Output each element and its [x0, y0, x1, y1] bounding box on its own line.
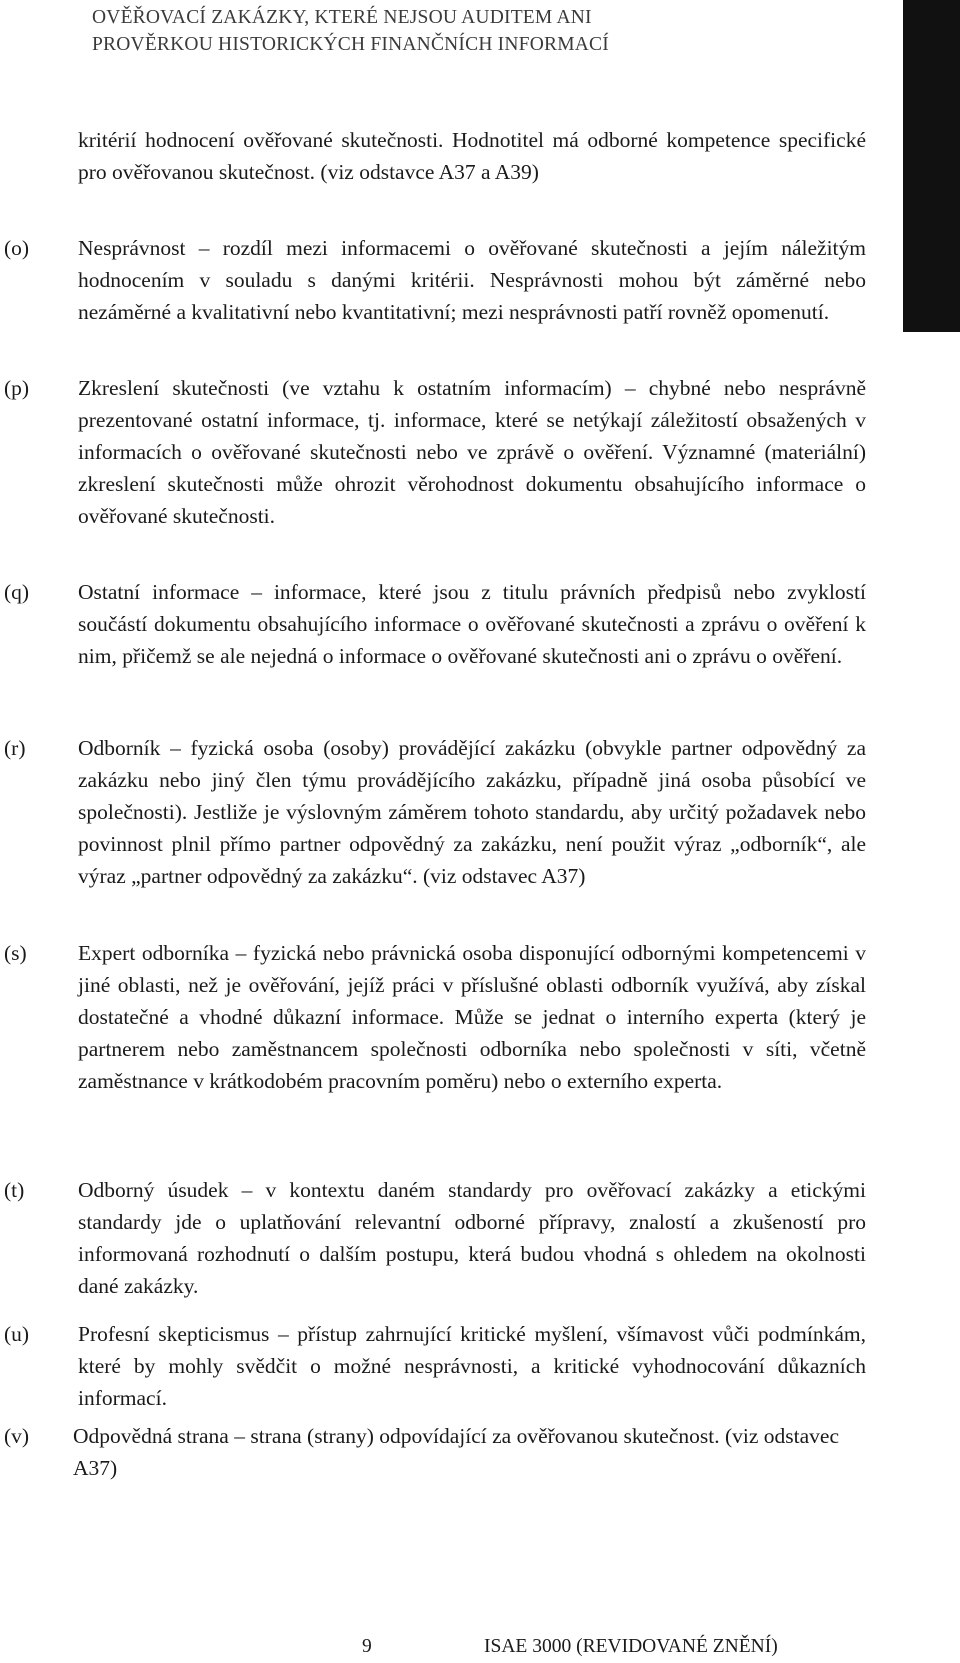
item-text-s: Expert odborníka – fyzická nebo právnická osoba disponující odbornými kompetencemi v jiné oblasti, než je ověřování, jejíž práci v příslušné oblasti odborník využívá, aby získal dostatečné a vhodné důkazní informace. Může se jednat o interního experta (který je partnerem nebo zaměstnancem společnosti odborníka nebo společnosti v síti, včetně zaměstnance v krátkodobém pracovním poměru) nebo o externího experta.: [78, 941, 866, 1093]
item-label-r: (r): [4, 736, 26, 760]
item-label-u: (u): [4, 1322, 30, 1346]
item-text-u: Profesní skepticismus – přístup zahrnující kritické myšlení, všímavost vůči podmínkám, které by mohly svědčit o možné nesprávnosti, a kritické vyhodnocování důkazních informací.: [78, 1322, 866, 1410]
item-text-t: Odborný úsudek – v kontextu daném standardy pro ověřovací zakázky a etickými standardy jde o uplatňování relevantní odborné přípravy, znalostí a zkušeností pro informovaná rozhodnutí o dalším postupu, která budou vhodná s ohledem na okolnosti dané zakázky.: [78, 1178, 866, 1298]
item-text-o: Nesprávnost – rozdíl mezi informacemi o ověřované skutečnosti a jejím náležitým hodnocením v souladu s danými kritérii. Nesprávnosti mohou být záměrné nebo nezáměrné a kvalitativní nebo kvantitativní; mezi nesprávnosti patří rovněž opomenutí.: [78, 236, 866, 324]
page-header: [92, 4, 609, 58]
item-label-t: (t): [4, 1178, 25, 1202]
item-label-v: (v): [4, 1424, 30, 1448]
item-text-v: Odpovědná strana – strana (strany) odpovídající za ověřovanou skutečnost. (viz odstavec A37): [73, 1424, 839, 1480]
item-text-p: Zkreslení skutečnosti (ve vztahu k ostatním informacím) – chybné nebo nesprávně prezentované ostatní informace, tj. informace, které se netýkají záležitostí obsažených v informacích o ověřované skutečnosti nebo ve zprávě o ověření. Významné (materiální) zkreslení skutečnosti může ohrozit věrohodnost dokumentu obsahujícího informace o ověřované skutečnosti.: [78, 376, 866, 528]
standard-name: ISAE 3000 (REVIDOVANÉ ZNĚNÍ): [484, 1636, 778, 1657]
item-text-q: Ostatní informace – informace, které jsou z titulu právních předpisů nebo zvyklostí součástí dokumentu obsahujícího informace o ověřované skutečnosti a zprávu o ověření k nim, přičemž se ale nejedná o informace o ověřované skutečnosti ani o zprávu o ověření.: [78, 580, 866, 668]
item-label-p: (p): [4, 376, 30, 400]
header-line-2: PROVĚRKOU HISTORICKÝCH FINANČNÍCH INFORMACÍ: [92, 34, 609, 55]
page-number: 9: [362, 1636, 372, 1657]
item-label-s: (s): [4, 941, 27, 965]
item-label-q: (q): [4, 580, 30, 604]
item-label-o: (o): [4, 236, 30, 260]
section-marker-tab: [903, 0, 960, 332]
header-line-1: OVĚŘOVACÍ ZAKÁZKY, KTERÉ NEJSOU AUDITEM ANI: [92, 7, 592, 28]
item-text-r: Odborník – fyzická osoba (osoby) provádějící zakázku (obvykle partner odpovědný za zakázku nebo jiný člen týmu provádějícího zakázku, případně jiná osoba působící ve společnosti). Jestliže je výslovným záměrem tohoto standardu, aby určitý požadavek nebo povinnost plnil přímo partner odpovědný za zakázku, není použit výraz „odborník“, ale výraz „partner odpovědný za zakázku“. (viz odstavec A37): [78, 736, 866, 888]
continuation-paragraph: kritérií hodnocení ověřované skutečnosti. Hodnotitel má odborné kompetence specifické pro ověřovanou skutečnost. (viz odstavce A37 a A39): [78, 128, 866, 184]
